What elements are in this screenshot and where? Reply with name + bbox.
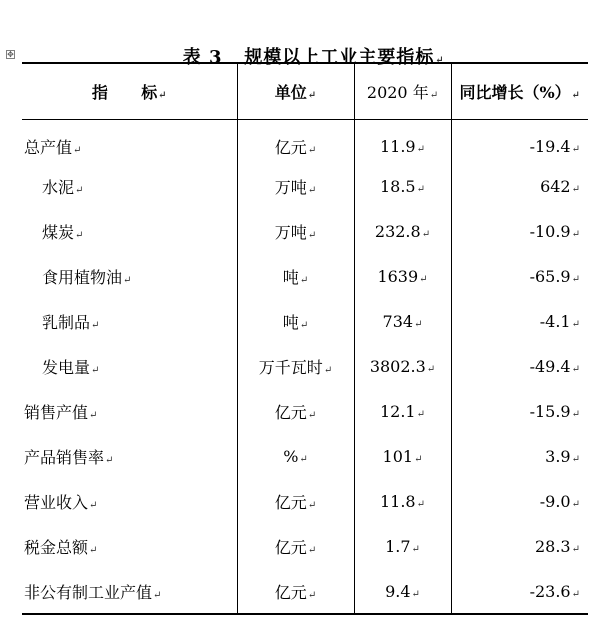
yoy-growth-cell-text: -10.9 (529, 222, 571, 241)
paragraph-mark-icon: ↵ (91, 320, 100, 331)
paragraph-mark-icon: ↵ (73, 145, 82, 157)
paragraph-mark-icon: ↵ (571, 544, 580, 555)
unit-cell (237, 344, 354, 389)
header-year: 2020 年↵ (354, 63, 451, 119)
table-row (22, 524, 588, 569)
indicator-name-cell (22, 164, 237, 209)
indicator-name-cell (22, 209, 237, 254)
paragraph-mark-icon: ↵ (307, 500, 317, 511)
unit-cell (237, 164, 354, 209)
unit-cell-text: 万吨 (274, 178, 307, 197)
paragraph-mark-icon: ↵ (299, 275, 309, 286)
header-yoy: 同比增长（%）↵ (451, 63, 588, 119)
value-2020-cell-text: 9.4 (385, 581, 411, 601)
value-2020-cell (354, 434, 451, 479)
unit-cell (237, 569, 354, 614)
unit-cell-text: 亿元 (274, 538, 307, 557)
value-2020-cell-text: 18.5 (379, 177, 416, 196)
indicator-name-cell (22, 344, 237, 389)
unit-cell-text: 吨 (282, 313, 299, 332)
yoy-growth-cell (451, 479, 588, 524)
indicator-name-cell-text: 税金总额 (24, 538, 89, 557)
paragraph-mark-icon: ↵ (91, 365, 100, 376)
unit-cell (237, 254, 354, 299)
value-2020-cell-text: 11.8 (379, 492, 416, 511)
paragraph-mark-icon: ↵ (426, 364, 436, 375)
table-row (22, 254, 588, 299)
value-2020-cell-text: 1.7 (385, 537, 411, 556)
table-header-row (22, 63, 588, 119)
table-row (22, 434, 588, 479)
unit-cell-text: 亿元 (274, 582, 307, 602)
table-row (22, 389, 588, 434)
value-2020-cell (354, 389, 451, 434)
indicator-name-cell (22, 299, 237, 344)
value-2020-cell (354, 209, 451, 254)
indicator-name-cell-text: 销售产值 (24, 403, 89, 422)
paragraph-mark-icon: ↵ (307, 410, 317, 421)
paragraph-mark-icon: ↵ (89, 410, 98, 421)
yoy-growth-cell (451, 434, 588, 479)
value-2020-cell-text: 734 (382, 312, 414, 331)
value-2020-cell (354, 569, 451, 614)
paragraph-mark-icon: ↵ (299, 454, 308, 465)
value-2020-cell-text: 232.8 (374, 222, 421, 241)
paragraph-mark-icon: ↵ (571, 588, 580, 600)
paragraph-mark-icon: ↵ (421, 229, 431, 240)
paragraph-mark-icon: ↵ (307, 545, 317, 556)
value-2020-cell (354, 164, 451, 209)
paragraph-mark-icon: ↵ (429, 89, 439, 101)
yoy-growth-cell (451, 119, 588, 164)
table-row (22, 479, 588, 524)
paragraph-mark-icon: ↵ (307, 145, 317, 157)
yoy-growth-cell-text: -23.6 (529, 581, 571, 601)
value-2020-cell-text: 1639 (377, 267, 419, 286)
value-2020-cell (354, 524, 451, 569)
paragraph-mark-icon: ↵ (571, 184, 580, 195)
indicator-name-cell (22, 524, 237, 569)
indicator-name-cell-text: 乳制品 (42, 313, 91, 332)
paragraph-mark-icon: ↵ (123, 275, 132, 286)
paragraph-mark-icon: ↵ (89, 545, 98, 556)
yoy-growth-cell (451, 164, 588, 209)
indicator-name-cell (22, 434, 237, 479)
indicator-name-cell (22, 389, 237, 434)
paragraph-mark-icon: ↵ (571, 364, 580, 375)
indicator-name-cell-text: 水泥 (42, 178, 75, 197)
unit-cell (237, 119, 354, 164)
table-row (22, 119, 588, 164)
unit-cell (237, 434, 354, 479)
paragraph-mark-icon: ↵ (416, 499, 425, 510)
paragraph-mark-icon: ↵ (571, 454, 580, 465)
indicator-name-cell (22, 479, 237, 524)
yoy-growth-cell-text: 3.9 (545, 447, 571, 466)
value-2020-cell (354, 479, 451, 524)
paragraph-mark-icon: ↵ (75, 230, 84, 241)
indicator-table (22, 62, 588, 615)
paragraph-mark-icon: ↵ (414, 319, 423, 330)
indicator-name-cell (22, 254, 237, 299)
unit-cell (237, 479, 354, 524)
unit-cell-text: 亿元 (274, 138, 307, 158)
yoy-growth-cell-text: -4.1 (539, 312, 571, 331)
yoy-growth-cell-text: -19.4 (529, 137, 571, 157)
paragraph-mark-icon: ↵ (416, 409, 425, 420)
value-2020-cell (354, 254, 451, 299)
table-row (22, 164, 588, 209)
unit-cell-text: 亿元 (274, 403, 307, 422)
yoy-growth-cell (451, 299, 588, 344)
indicator-name-cell-text: 食用植物油 (42, 268, 123, 287)
paragraph-mark-icon: ↵ (416, 144, 425, 156)
yoy-growth-cell (451, 389, 588, 434)
yoy-growth-cell (451, 524, 588, 569)
yoy-growth-cell (451, 254, 588, 299)
yoy-growth-cell-text: 642 (540, 177, 571, 196)
paragraph-mark-icon: ↵ (299, 320, 309, 331)
header-indicator: 指 标↵ (22, 63, 237, 119)
paragraph-mark-icon: ↵ (411, 544, 420, 555)
yoy-growth-cell-text: 28.3 (534, 537, 571, 556)
table-row (22, 209, 588, 254)
table-move-handle-icon[interactable]: ✥ (7, 50, 14, 59)
paragraph-mark-icon: ↵ (307, 230, 317, 241)
indicator-name-cell-text: 产品销售率 (24, 448, 105, 467)
unit-cell (237, 209, 354, 254)
value-2020-cell-text: 3802.3 (369, 357, 426, 376)
indicator-name-cell-text: 总产值 (24, 138, 73, 158)
value-2020-cell (354, 119, 451, 164)
value-2020-cell-text: 12.1 (379, 402, 416, 421)
yoy-growth-cell-text: -65.9 (529, 267, 571, 286)
table-row (22, 344, 588, 389)
paragraph-mark-icon: ↵ (89, 500, 98, 511)
table-title-text: 表 3 规模以上工业主要指标 (182, 47, 435, 68)
indicator-name-cell-text: 非公有制工业产值 (24, 582, 153, 602)
yoy-growth-cell-text: -49.4 (529, 357, 571, 376)
unit-cell (237, 389, 354, 434)
value-2020-cell-text: 11.9 (379, 137, 416, 157)
table-row (22, 569, 588, 614)
paragraph-mark-icon: ↵ (571, 499, 580, 510)
paragraph-mark-icon: ↵ (416, 184, 425, 195)
paragraph-mark-icon: ↵ (571, 144, 580, 156)
paragraph-mark-icon: ↵ (419, 274, 428, 285)
unit-cell-text: 万千瓦时 (258, 358, 323, 377)
paragraph-mark-icon: ↵ (307, 185, 317, 196)
paragraph-mark-icon: ↵ (158, 89, 167, 101)
paragraph-mark-icon: ↵ (571, 409, 580, 420)
yoy-growth-cell (451, 344, 588, 389)
paragraph-mark-icon: ↵ (435, 55, 445, 66)
unit-cell-text: % (283, 447, 299, 466)
paragraph-mark-icon: ↵ (571, 274, 580, 285)
paragraph-mark-icon: ↵ (411, 588, 420, 600)
unit-cell (237, 524, 354, 569)
indicator-name-cell-text: 发电量 (42, 358, 91, 377)
value-2020-cell (354, 344, 451, 389)
paragraph-mark-icon: ↵ (75, 185, 84, 196)
yoy-growth-cell (451, 569, 588, 614)
paragraph-mark-icon: ↵ (153, 589, 162, 601)
yoy-growth-cell-text: -15.9 (529, 402, 571, 421)
value-2020-cell-text: 101 (382, 447, 414, 466)
table-row (22, 299, 588, 344)
paragraph-mark-icon: ↵ (571, 229, 580, 240)
indicator-name-cell (22, 569, 237, 614)
paragraph-mark-icon: ↵ (414, 454, 423, 465)
paragraph-mark-icon: ↵ (571, 89, 581, 101)
value-2020-cell (354, 299, 451, 344)
paragraph-mark-icon: ↵ (571, 319, 580, 330)
unit-cell-text: 亿元 (274, 493, 307, 512)
unit-cell-text: 万吨 (274, 223, 307, 242)
paragraph-mark-icon: ↵ (323, 365, 333, 376)
unit-cell (237, 299, 354, 344)
yoy-growth-cell-text: -9.0 (539, 492, 571, 511)
paragraph-mark-icon: ↵ (307, 589, 317, 601)
indicator-name-cell (22, 119, 237, 164)
header-unit: 单位↵ (237, 63, 354, 119)
paragraph-mark-icon: ↵ (105, 455, 114, 466)
yoy-growth-cell (451, 209, 588, 254)
unit-cell-text: 吨 (282, 268, 299, 287)
paragraph-mark-icon: ↵ (307, 89, 317, 101)
indicator-name-cell-text: 营业收入 (24, 493, 89, 512)
indicator-name-cell-text: 煤炭 (42, 223, 75, 242)
